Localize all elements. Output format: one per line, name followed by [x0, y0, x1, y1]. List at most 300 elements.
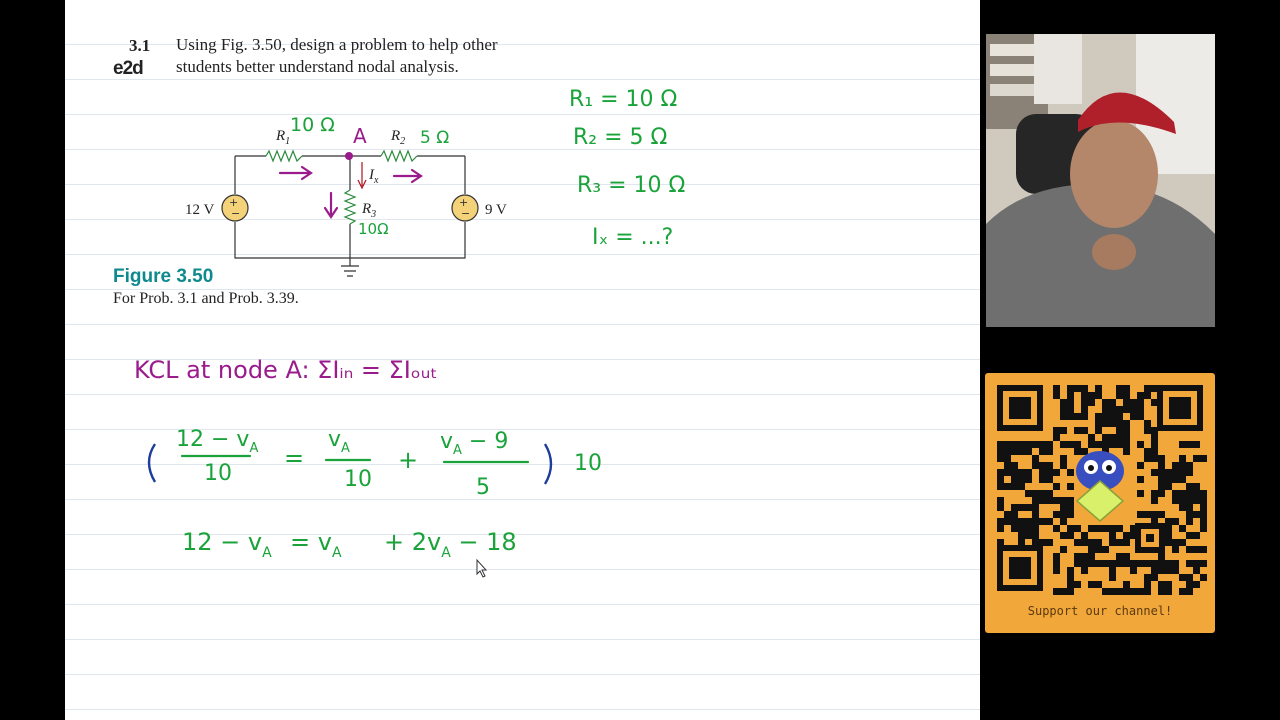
- webcam-feed: [986, 34, 1215, 327]
- qr-module: [1123, 441, 1130, 448]
- qr-module: [1046, 476, 1053, 483]
- qr-module: [1144, 574, 1151, 581]
- qr-module: [1011, 476, 1018, 483]
- qr-module: [1025, 504, 1032, 511]
- ground-symbol: [341, 258, 359, 276]
- svg-text:+: +: [229, 196, 239, 209]
- qr-module: [1088, 399, 1095, 406]
- qr-module: [1193, 581, 1200, 588]
- qr-module: [1032, 525, 1039, 532]
- qr-module: [1165, 567, 1172, 574]
- qr-module: [1032, 455, 1039, 462]
- qr-module: [1165, 525, 1172, 532]
- resistor-r3-symbol: [345, 190, 355, 224]
- qr-module: [1123, 399, 1130, 406]
- qr-module: [1074, 441, 1081, 448]
- qr-module: [1137, 413, 1144, 420]
- qr-module: [1102, 399, 1109, 406]
- qr-module: [1144, 385, 1151, 392]
- mascot-icon: [1074, 451, 1126, 521]
- qr-module: [997, 518, 1004, 525]
- arrow-r2-icon: [394, 170, 421, 182]
- qr-code[interactable]: [985, 373, 1215, 603]
- qr-module: [1032, 511, 1039, 518]
- qr-module: [1004, 483, 1011, 490]
- qr-module: [1151, 567, 1158, 574]
- qr-module: [1165, 588, 1172, 595]
- qr-module: [1123, 434, 1130, 441]
- resistor-r2-symbol: [381, 151, 417, 161]
- qr-module: [1025, 525, 1032, 532]
- qr-module: [1116, 588, 1123, 595]
- given-values: [569, 87, 685, 250]
- qr-module: [997, 448, 1004, 455]
- presenter-video: [986, 34, 1215, 327]
- qr-module: [1151, 574, 1158, 581]
- qr-module: [1123, 553, 1130, 560]
- qr-module: [1067, 406, 1074, 413]
- qr-module: [1186, 560, 1193, 567]
- qr-module: [1011, 441, 1018, 448]
- qr-module: [1032, 490, 1039, 497]
- qr-module: [1158, 455, 1165, 462]
- qr-module: [1116, 553, 1123, 560]
- qr-module: [1004, 469, 1011, 476]
- qr-module: [1081, 448, 1088, 455]
- qr-module: [1158, 469, 1165, 476]
- qr-module: [1102, 560, 1109, 567]
- qr-module: [1074, 581, 1081, 588]
- qr-module: [1011, 504, 1018, 511]
- qr-module: [1200, 574, 1207, 581]
- qr-module: [1046, 462, 1053, 469]
- qr-module: [1004, 462, 1011, 469]
- r1-value-note: 10 Ω: [290, 114, 335, 136]
- svg-text:−: −: [461, 207, 471, 220]
- qr-module: [1179, 588, 1186, 595]
- eq1-num2: $v_A$: [328, 427, 350, 456]
- qr-module: [1004, 518, 1011, 525]
- qr-module: [1018, 518, 1025, 525]
- qr-module: [1137, 511, 1144, 518]
- qr-module: [1172, 490, 1179, 497]
- qr-module: [997, 525, 1004, 532]
- qr-module: [1081, 392, 1088, 399]
- eq1-num3: $v_A - 9$: [440, 429, 509, 458]
- qr-module: [1116, 560, 1123, 567]
- qr-module: [1067, 588, 1074, 595]
- resistor-r1-symbol: [266, 151, 302, 161]
- given-r3: R₃ = 10 Ω: [577, 173, 686, 198]
- ix-label: $I_x$: [369, 167, 379, 186]
- qr-module: [1186, 490, 1193, 497]
- qr-module: [1172, 560, 1179, 567]
- qr-module: [1018, 448, 1025, 455]
- source-9v-label: 9 V: [485, 202, 507, 218]
- qr-module: [1109, 406, 1116, 413]
- qr-module: [1200, 525, 1207, 532]
- r2-label: $R_2$: [391, 128, 406, 147]
- qr-module: [1004, 448, 1011, 455]
- qr-card[interactable]: [985, 373, 1215, 633]
- qr-module: [1130, 406, 1137, 413]
- qr-module: [1018, 504, 1025, 511]
- qr-module: [1060, 399, 1067, 406]
- eq1-den1: 10: [204, 461, 232, 486]
- hand: [1092, 234, 1136, 270]
- qr-module: [1102, 441, 1109, 448]
- qr-module: [1165, 476, 1172, 483]
- qr-module: [1053, 511, 1060, 518]
- drawers: [1034, 34, 1082, 104]
- qr-module: [1151, 455, 1158, 462]
- qr-module: [997, 455, 1004, 462]
- problem-number: 3.1: [129, 36, 151, 55]
- qr-module: [1067, 532, 1074, 539]
- qr-module: [1193, 532, 1200, 539]
- arrow-r1-icon: [280, 167, 311, 179]
- qr-module: [1025, 448, 1032, 455]
- r1-label: $R_1$: [276, 128, 291, 147]
- qr-module: [1046, 469, 1053, 476]
- qr-module: [1067, 525, 1074, 532]
- qr-module: [1179, 462, 1186, 469]
- qr-module: [1123, 427, 1130, 434]
- qr-module: [1095, 441, 1102, 448]
- qr-module: [1130, 560, 1137, 567]
- qr-module: [1060, 427, 1067, 434]
- qr-module: [1193, 455, 1200, 462]
- qr-module: [1004, 455, 1011, 462]
- qr-module: [1039, 441, 1046, 448]
- qr-module: [1053, 427, 1060, 434]
- qr-module: [1067, 504, 1074, 511]
- qr-module: [1018, 441, 1025, 448]
- qr-align: [1135, 523, 1165, 553]
- qr-module: [1102, 546, 1109, 553]
- qr-module: [1067, 385, 1074, 392]
- qr-module: [1088, 392, 1095, 399]
- qr-module: [1144, 588, 1151, 595]
- given-r1: R₁ = 10 Ω: [569, 87, 678, 112]
- qr-module: [1039, 490, 1046, 497]
- qr-module: [1067, 567, 1074, 574]
- qr-module: [1011, 469, 1018, 476]
- circuit-diagram: [222, 151, 478, 276]
- qr-module: [1179, 455, 1186, 462]
- qr-module: [1144, 511, 1151, 518]
- qr-module: [1116, 420, 1123, 427]
- qr-module: [1032, 518, 1039, 525]
- qr-module: [1186, 511, 1193, 518]
- qr-module: [1109, 420, 1116, 427]
- qr-module: [1102, 420, 1109, 427]
- qr-module: [1109, 532, 1116, 539]
- qr-module: [1046, 448, 1053, 455]
- qr-module: [1186, 441, 1193, 448]
- qr-module: [1186, 462, 1193, 469]
- qr-module: [1081, 413, 1088, 420]
- qr-module: [997, 469, 1004, 476]
- qr-module: [997, 497, 1004, 504]
- qr-module: [1046, 497, 1053, 504]
- logo-text: e2d: [113, 58, 143, 79]
- qr-module: [1060, 518, 1067, 525]
- qr-module: [1186, 574, 1193, 581]
- eq1-equals: =: [284, 444, 305, 472]
- qr-module: [1081, 560, 1088, 567]
- given-ix: Iₓ = ...?: [592, 225, 674, 250]
- qr-module: [1018, 476, 1025, 483]
- qr-module: [1011, 462, 1018, 469]
- qr-module: [1109, 560, 1116, 567]
- qr-module: [1200, 455, 1207, 462]
- qr-module: [1025, 518, 1032, 525]
- qr-module: [1095, 385, 1102, 392]
- qr-module: [1165, 518, 1172, 525]
- node-a-dot: [345, 152, 353, 160]
- qr-module: [1004, 511, 1011, 518]
- qr-module: [1018, 532, 1025, 539]
- qr-module: [1074, 553, 1081, 560]
- qr-module: [1144, 392, 1151, 399]
- qr-module: [1053, 553, 1060, 560]
- qr-module: [1179, 504, 1186, 511]
- qr-module: [1151, 434, 1158, 441]
- qr-module: [1095, 392, 1102, 399]
- qr-finder-top-left: [997, 385, 1043, 431]
- qr-module: [1081, 567, 1088, 574]
- qr-module: [1025, 532, 1032, 539]
- qr-module: [1165, 532, 1172, 539]
- qr-module: [1011, 518, 1018, 525]
- qr-module: [1074, 385, 1081, 392]
- qr-module: [1158, 490, 1165, 497]
- qr-module: [1067, 483, 1074, 490]
- qr-module: [1144, 581, 1151, 588]
- qr-module: [1074, 525, 1081, 532]
- qr-module: [1179, 574, 1186, 581]
- qr-module: [1193, 497, 1200, 504]
- qr-module: [1151, 497, 1158, 504]
- qr-module: [1158, 567, 1165, 574]
- eq2-right: + $2v_A - 18$: [384, 528, 517, 561]
- qr-module: [1053, 392, 1060, 399]
- equation-2: [182, 528, 517, 561]
- qr-module: [1123, 532, 1130, 539]
- qr-module: [1172, 518, 1179, 525]
- qr-module: [1046, 539, 1053, 546]
- qr-module: [1074, 413, 1081, 420]
- qr-module: [1004, 441, 1011, 448]
- face: [1070, 120, 1158, 228]
- qr-module: [1165, 581, 1172, 588]
- qr-module: [1137, 392, 1144, 399]
- qr-module: [1130, 399, 1137, 406]
- qr-module: [1172, 546, 1179, 553]
- qr-module: [1193, 560, 1200, 567]
- qr-module: [1095, 525, 1102, 532]
- qr-module: [1144, 427, 1151, 434]
- qr-module: [1081, 406, 1088, 413]
- qr-module: [1158, 560, 1165, 567]
- eq1-den2: 10: [344, 467, 372, 492]
- qr-module: [1186, 497, 1193, 504]
- qr-module: [1060, 511, 1067, 518]
- qr-module: [1151, 399, 1158, 406]
- qr-module: [1046, 441, 1053, 448]
- qr-module: [1172, 539, 1179, 546]
- qr-module: [1046, 490, 1053, 497]
- qr-module: [1067, 441, 1074, 448]
- qr-module: [1151, 448, 1158, 455]
- qr-module: [1137, 406, 1144, 413]
- qr-module: [1172, 469, 1179, 476]
- qr-module: [1193, 546, 1200, 553]
- qr-module: [1116, 539, 1123, 546]
- qr-module: [1039, 462, 1046, 469]
- qr-module: [1158, 588, 1165, 595]
- qr-module: [997, 539, 1004, 546]
- qr-module: [1060, 504, 1067, 511]
- qr-module: [1109, 413, 1116, 420]
- qr-module: [1039, 469, 1046, 476]
- qr-module: [1151, 490, 1158, 497]
- qr-module: [1102, 413, 1109, 420]
- qr-module: [1011, 511, 1018, 518]
- qr-module: [1095, 546, 1102, 553]
- qr-module: [1081, 399, 1088, 406]
- svg-text:+: +: [459, 196, 469, 209]
- qr-module: [1109, 399, 1116, 406]
- qr-module: [1025, 469, 1032, 476]
- qr-module: [1200, 504, 1207, 511]
- mouse-cursor-icon: [477, 560, 486, 577]
- qr-module: [1151, 469, 1158, 476]
- qr-module: [1060, 455, 1067, 462]
- arrow-r3-icon: [325, 193, 337, 217]
- qr-module: [1088, 441, 1095, 448]
- qr-module: [1200, 490, 1207, 497]
- r3-label: $R_3$: [362, 201, 377, 220]
- source-12v-label: 12 V: [185, 202, 215, 218]
- qr-module: [1116, 392, 1123, 399]
- qr-module: [1046, 518, 1053, 525]
- qr-module: [1095, 420, 1102, 427]
- qr-module: [1116, 413, 1123, 420]
- qr-module: [1144, 448, 1151, 455]
- qr-module: [1102, 588, 1109, 595]
- qr-module: [1123, 448, 1130, 455]
- qr-module: [1039, 497, 1046, 504]
- qr-module: [1095, 427, 1102, 434]
- qr-module: [1158, 483, 1165, 490]
- qr-module: [1102, 434, 1109, 441]
- qr-module: [1186, 469, 1193, 476]
- qr-module: [997, 476, 1004, 483]
- qr-module: [1018, 525, 1025, 532]
- eq2-left: $12 - v_A$: [182, 528, 272, 561]
- qr-module: [1130, 588, 1137, 595]
- qr-module: [1193, 483, 1200, 490]
- qr-module: [997, 483, 1004, 490]
- qr-module: [1025, 441, 1032, 448]
- qr-module: [1074, 427, 1081, 434]
- eq1-den3: 5: [476, 475, 490, 500]
- qr-module: [1165, 469, 1172, 476]
- qr-module: [1053, 385, 1060, 392]
- qr-module: [1053, 483, 1060, 490]
- qr-module: [1088, 434, 1095, 441]
- qr-module: [1116, 427, 1123, 434]
- qr-module: [1179, 469, 1186, 476]
- qr-module: [1095, 560, 1102, 567]
- qr-module: [1179, 497, 1186, 504]
- qr-module: [1074, 539, 1081, 546]
- support-channel-label: Support our channel!: [1027, 604, 1173, 618]
- qr-module: [1011, 525, 1018, 532]
- qr-module: [1116, 434, 1123, 441]
- qr-module: [1179, 441, 1186, 448]
- qr-module: [1130, 567, 1137, 574]
- qr-module: [1060, 413, 1067, 420]
- qr-module: [1088, 560, 1095, 567]
- qr-module: [1067, 399, 1074, 406]
- right-paren: [545, 444, 551, 484]
- qr-module: [1109, 434, 1116, 441]
- qr-module: [1186, 518, 1193, 525]
- qr-module: [1151, 441, 1158, 448]
- qr-module: [1032, 497, 1039, 504]
- qr-module: [1067, 574, 1074, 581]
- qr-module: [1032, 539, 1039, 546]
- svg-text:−: −: [231, 207, 241, 220]
- qr-module: [1018, 469, 1025, 476]
- qr-module: [1137, 462, 1144, 469]
- qr-module: [1053, 434, 1060, 441]
- qr-module: [1179, 525, 1186, 532]
- qr-module: [1088, 525, 1095, 532]
- qr-module: [1137, 588, 1144, 595]
- qr-module: [1144, 455, 1151, 462]
- qr-module: [1123, 560, 1130, 567]
- r3-value-note: 10Ω: [358, 220, 389, 238]
- qr-module: [1200, 511, 1207, 518]
- qr-module: [1116, 406, 1123, 413]
- qr-module: [1200, 546, 1207, 553]
- qr-module: [1088, 539, 1095, 546]
- qr-module: [1067, 581, 1074, 588]
- qr-module: [1186, 588, 1193, 595]
- qr-module: [1151, 511, 1158, 518]
- qr-module: [1144, 560, 1151, 567]
- qr-module: [1095, 413, 1102, 420]
- qr-module: [1109, 441, 1116, 448]
- qr-module: [1053, 588, 1060, 595]
- qr-module: [1172, 497, 1179, 504]
- qr-module: [1151, 385, 1158, 392]
- qr-module: [1186, 546, 1193, 553]
- qr-module: [1137, 441, 1144, 448]
- qr-module: [1179, 539, 1186, 546]
- qr-module: [1039, 518, 1046, 525]
- qr-module: [1179, 476, 1186, 483]
- qr-module: [1060, 462, 1067, 469]
- qr-module: [997, 504, 1004, 511]
- qr-module: [1158, 511, 1165, 518]
- qr-module: [1074, 448, 1081, 455]
- qr-module: [1074, 560, 1081, 567]
